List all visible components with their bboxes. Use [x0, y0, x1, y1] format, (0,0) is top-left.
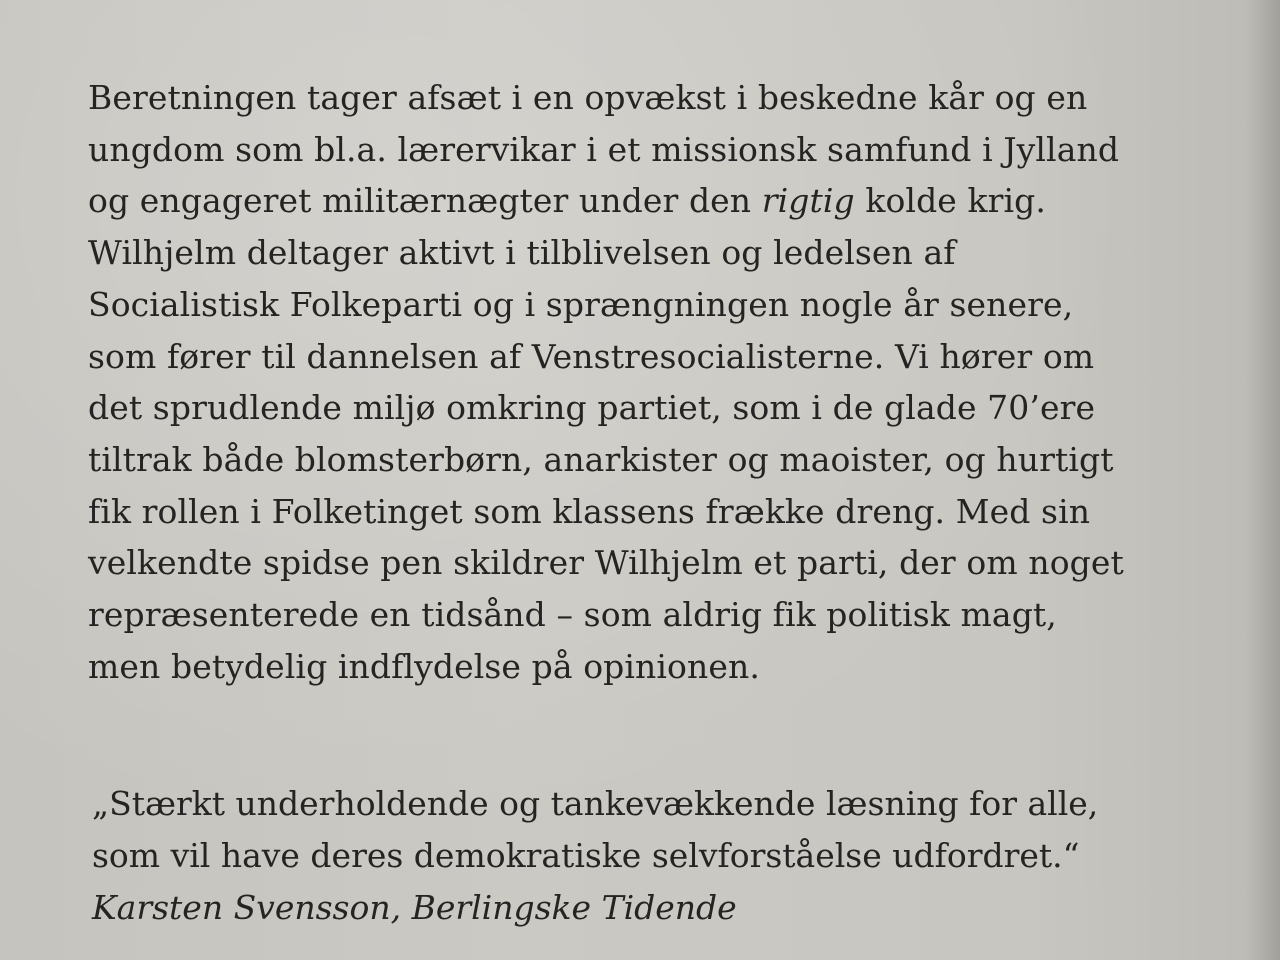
- quote-attribution: Karsten Svensson, Berlingske Tidende: [92, 888, 737, 927]
- blurb-line-6: som fører til dannelsen af Venstresocialisterne. Vi hører om: [88, 336, 1095, 376]
- quote-line-2: som vil have deres demokratiske selvforståelse udfordret.“: [92, 836, 1080, 875]
- blurb-line-1: Beretningen tager afsæt i en opvækst i beskedne kår og en: [88, 78, 1088, 117]
- review-quote: [92, 778, 1192, 934]
- quote-line-1: „Stærkt underholdende og tankevækkende læsning for alle,: [92, 784, 1099, 823]
- blurb-line-12: men betydelig indflydelse på opinionen.: [88, 646, 760, 686]
- blurb-line-3: [88, 175, 1208, 227]
- blurb-line-7: det sprudlende miljø omkring partiet, som i de glade 70’ere: [88, 388, 1096, 428]
- blurb-line-9: fik rollen i Folketinget som klassens frække dreng. Med sin: [88, 491, 1091, 531]
- blurb-line-2: ungdom som bl.a. lærervikar i et missionsk samfund i Jylland: [88, 129, 1120, 169]
- blurb-paragraph: [88, 72, 1208, 692]
- blurb-line-11: repræsenterede en tidsånd – som aldrig fik politisk magt,: [88, 595, 1057, 635]
- blurb-line-5: Socialistisk Folkeparti og i sprængningen nogle år senere,: [88, 284, 1074, 324]
- blurb-line-3-end: kolde krig.: [865, 181, 1046, 221]
- page-edge-shadow: [1244, 0, 1280, 960]
- blurb-line-3-start: og engageret militærnægter under den: [88, 181, 752, 221]
- blurb-line-10: velkendte spidse pen skildrer Wilhjelm et parti, der om noget: [88, 543, 1124, 583]
- blurb-line-8: tiltrak både blomsterbørn, anarkister og maoister, og hurtigt: [88, 439, 1114, 479]
- emphasis-rigtig: rigtig: [761, 181, 855, 221]
- blurb-line-4: Wilhjelm deltager aktivt i tilblivelsen og ledelsen af: [88, 233, 956, 273]
